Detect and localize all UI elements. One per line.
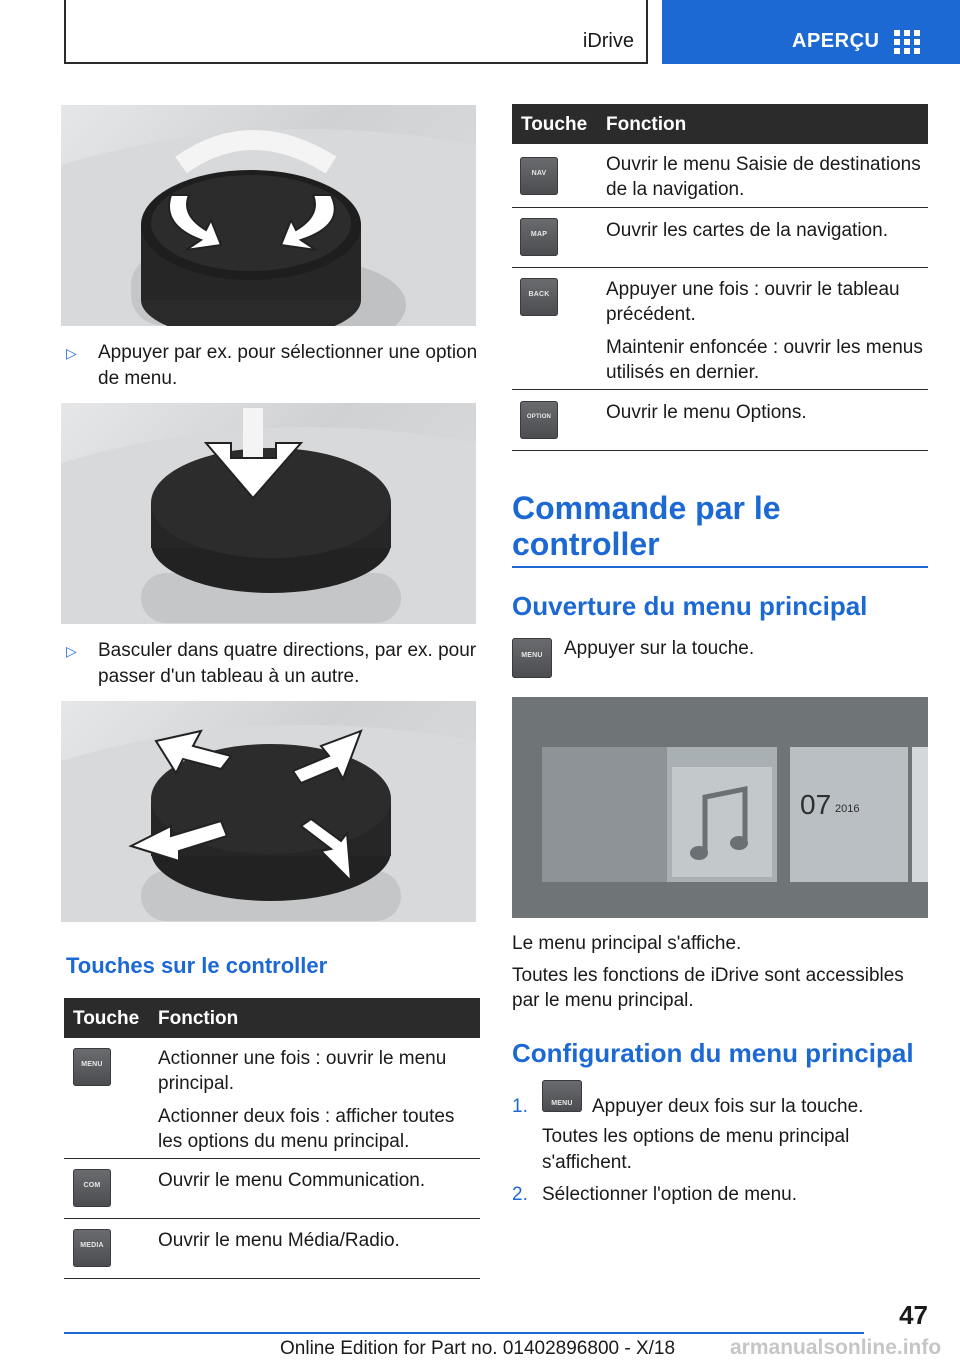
footer-watermark: armanualsonline.info [730, 1336, 942, 1359]
table-row [512, 268, 928, 390]
table-row [512, 208, 928, 268]
header-section-box [64, 0, 648, 64]
footer-rule [64, 1332, 864, 1334]
screen-tile-media [667, 747, 777, 882]
row-description: Appuyer une fois : ouvrir le tableau précédent. Maintenir enfoncée : ouvrir les menus utilisés en dernier. [606, 279, 923, 383]
page-number: 47 [899, 1300, 928, 1330]
table-row [512, 144, 928, 208]
header-chapter-title: APERÇU [792, 30, 880, 52]
main-menu-open-heading: Ouverture du menu principal [512, 591, 868, 621]
row-description: Ouvrir le menu Saisie de destinations de la navigation. [606, 154, 921, 200]
main-menu-screen-image [512, 697, 928, 918]
footer-edition: Online Edition for Part no. 01402896800 - X/18 [280, 1338, 676, 1359]
col-fonction-header: Fonction [606, 114, 687, 135]
steps-list [512, 1080, 928, 1220]
nav-key-icon: NAV [520, 157, 558, 195]
title-rule [512, 566, 928, 568]
table-row [64, 1159, 480, 1219]
table-row [64, 1219, 480, 1279]
grid-icon [894, 30, 920, 54]
right-keys-table [512, 104, 928, 451]
row-description: Ouvrir les cartes de la navigation. [606, 220, 888, 241]
paragraph: Toutes les fonctions de iDrive sont accessibles par le menu principal. [512, 965, 904, 1011]
row-description: Actionner une fois : ouvrir le menu principal. Actionner deux fois : afficher toutes les options du menu principal. [158, 1048, 455, 1152]
col-touche-header: Touche [521, 114, 588, 135]
menu-key-icon: MENU [512, 638, 552, 678]
table-header [64, 998, 480, 1038]
triangle-bullet-icon: ▷ [66, 345, 77, 361]
row-description: Ouvrir le menu Options. [606, 402, 807, 423]
controller-keys-heading: Touches sur le controller [66, 953, 328, 978]
row-description: Ouvrir le menu Communication. [158, 1170, 426, 1191]
controller-tilt-image [61, 403, 476, 624]
col-fonction-header: Fonction [158, 1008, 239, 1029]
controller-rotate-image [61, 701, 476, 922]
page-title: Commande par le controller [512, 490, 781, 562]
step-text: Sélectionner l'option de menu. [542, 1184, 798, 1205]
table-header [512, 104, 928, 144]
media-key-icon: MEDIA [73, 1229, 111, 1267]
step-number: 2. [512, 1184, 528, 1205]
left-keys-table [64, 998, 480, 1279]
bullet-text: Appuyer par ex. pour sélectionner une option de menu. [98, 342, 478, 389]
main-menu-config-heading: Configuration du menu principal [512, 1038, 914, 1068]
screen-tile-vehicle [542, 747, 682, 882]
step-subtext: Toutes les options de menu principal s'affichent. [542, 1126, 850, 1173]
option-key-icon: OPTION [520, 401, 558, 439]
controller-press-image [61, 105, 476, 326]
col-touche-header: Touche [73, 1008, 140, 1029]
com-key-icon: COM [73, 1169, 111, 1207]
row-description: Ouvrir le menu Média/Radio. [158, 1230, 400, 1251]
table-row [512, 390, 928, 451]
step-text: Appuyer deux fois sur la touche. [592, 1096, 864, 1117]
paragraph: Le menu principal s'affiche. [512, 933, 742, 954]
header-section-title: iDrive [582, 30, 634, 52]
table-row [64, 1038, 480, 1159]
map-key-icon: MAP [520, 218, 558, 256]
menu-key-icon: MENU [542, 1080, 582, 1112]
triangle-bullet-icon: ▷ [66, 643, 77, 659]
step-number: 1. [512, 1096, 528, 1117]
screen-year: 2016 [835, 803, 860, 815]
menu-key-icon: MENU [73, 1048, 111, 1086]
press-key-text: Appuyer sur la touche. [564, 638, 755, 659]
screen-tile-calendar [790, 747, 908, 882]
screen-tile-next [912, 747, 928, 882]
screen-date: 07 [800, 789, 832, 820]
back-key-icon: BACK [520, 278, 558, 316]
bullet-text: Basculer dans quatre directions, par ex. pour passer d'un tableau à un autre. [98, 640, 477, 687]
